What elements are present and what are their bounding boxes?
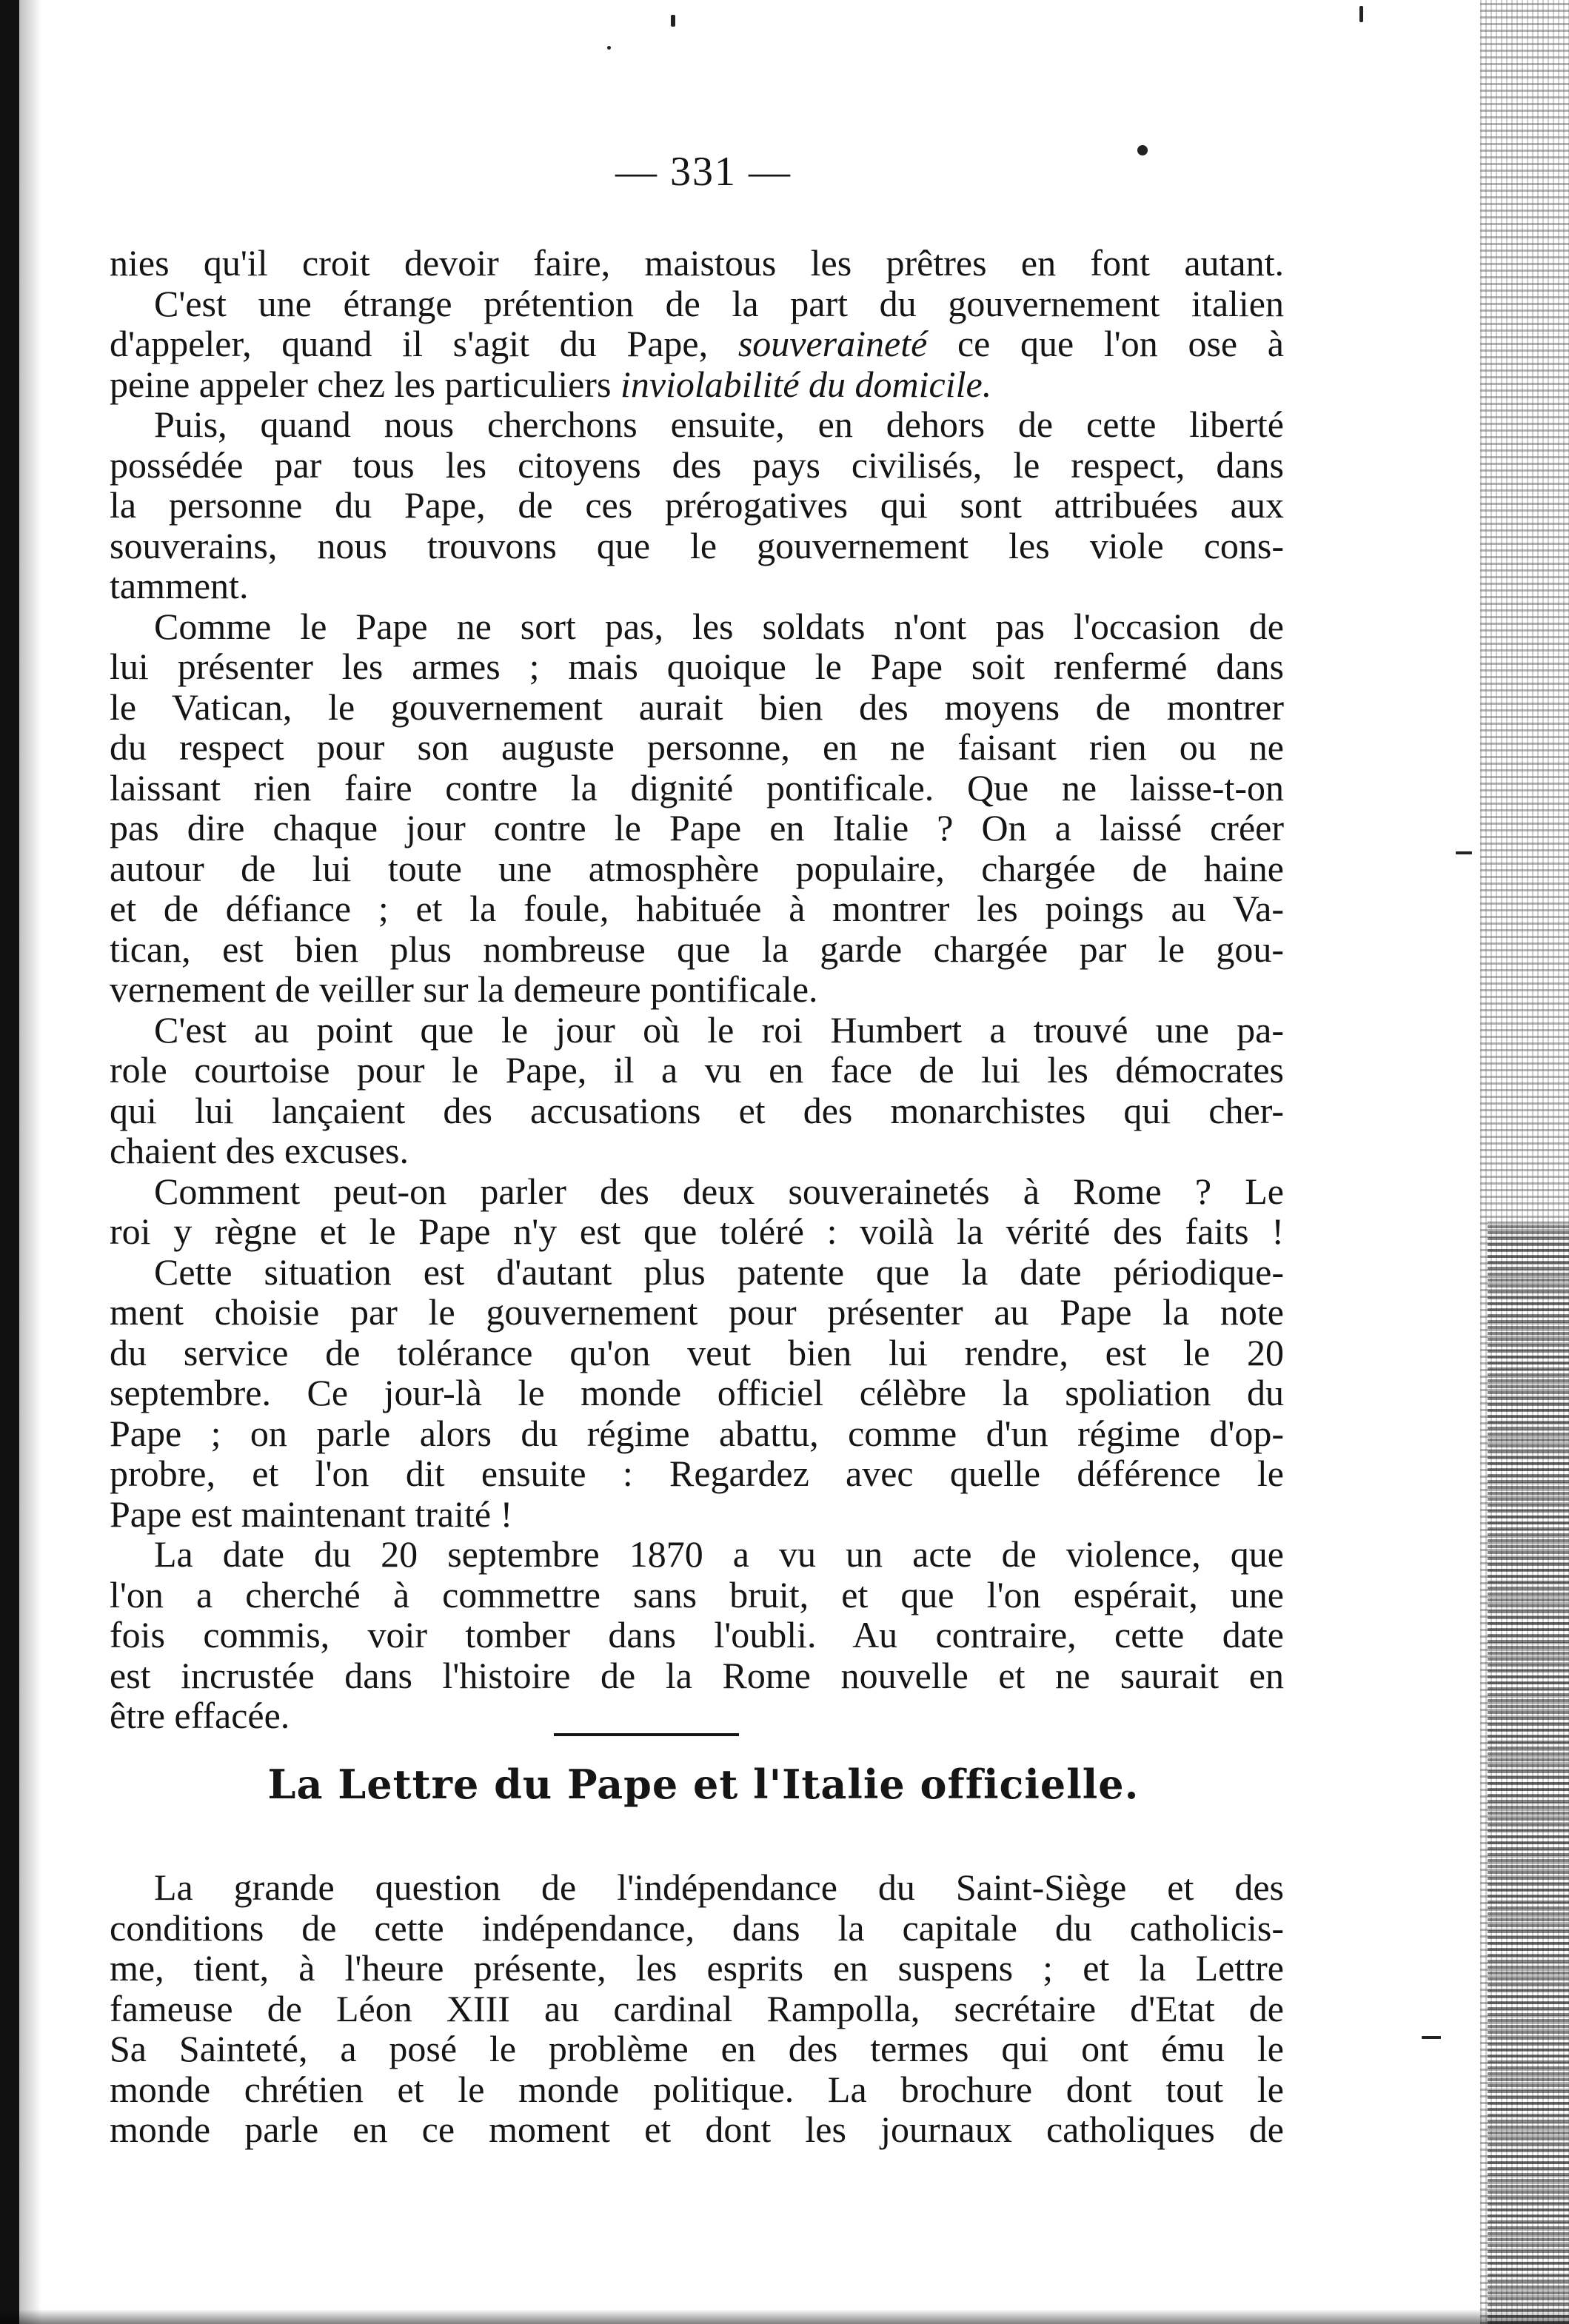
text-line: est incrustée dans l'histoire de la Rome nouvelle et ne saurait en [110,1654,1284,1696]
text-line: C'est au point que le jour où le roi Humbert a trouvé une pa- [154,1008,1284,1051]
text-line: possédée par tous les citoyens des pays civilisés, le respect, dans [110,443,1284,486]
italic-term: souveraineté [737,323,928,364]
text-line: du respect pour son auguste personne, en ne faisant rien ou ne [110,726,1284,768]
text-line: nies qu'il croit devoir faire, maistous les prêtres en font autant. [110,242,1284,284]
text-line: Comment peut-on parler des deux souverainetés à Rome ? Le [154,1170,1284,1212]
text-line: roi y règne et le Pape n'y est que toléré : voilà la vérité des faits ! [110,1210,1284,1252]
text-line: conditions de cette indépendance, dans la capitale du catholicis- [110,1906,1284,1949]
text-line: qui lui lançaient des accusations et des monarchistes qui cher- [110,1089,1284,1131]
italic-term: inviolabilité du domicile. [620,363,992,405]
ink-speck [607,46,611,50]
text-line: le Vatican, le gouvernement aurait bien des moyens de montrer [110,686,1284,728]
text-line: l'on a cherché à commettre sans bruit, et que l'on espérait, une [110,1573,1284,1615]
text-line: la personne du Pape, de ces prérogatives qui sont attribuées aux [110,484,1284,526]
text-line [110,324,1284,364]
text-line: Pape ; on parle alors du régime abattu, comme d'un régime d'op- [110,1412,1284,1454]
text-line: du service de tolérance qu'on veut bien lui rendre, est le 20 [110,1331,1284,1373]
text-line: chaient des excuses. [110,1130,409,1171]
scan-edge-bottom [0,2309,1569,2324]
text-line: Puis, quand nous cherchons ensuite, en dehors de cette liberté [154,403,1284,445]
text-line [110,364,1284,405]
text-line: souverains, nous trouvons que le gouvernement les viole cons- [110,524,1284,566]
scan-edge-right-dark [1488,1222,1569,2324]
text-line: Sa Sainteté, a posé le problème en des termes qui ont ému le [110,2028,1284,2069]
text-line: fameuse de Léon XIII au cardinal Rampolla, secrétaire d'Etat de [110,1987,1284,2029]
text-line: ment choisie par le gouvernement pour présenter au Pape la note [110,1291,1284,1333]
text-line: C'est une étrange prétention de la part du gouvernement italien [154,282,1284,324]
text-line: role courtoise pour le Pape, il a vu en face de lui les démocrates [110,1049,1284,1091]
text-line: tamment. [110,565,249,606]
text-line: Cette situation est d'autant plus patente que la date périodique- [154,1250,1284,1293]
text-line: laissant rien faire contre la dignité pontificale. Que ne laisse-t-on [110,766,1284,808]
ink-speck [1456,851,1472,854]
text-line: me, tient, à l'heure présente, les esprits en suspens ; et la Lettre [110,1947,1284,1989]
text-line: être effacée. [110,1695,290,1736]
text-fragment: peine appeler chez les particuliers [110,363,620,405]
text-fragment: d'appeler, quand il s'agit du Pape, [110,323,738,364]
text-line: monde chrétien et le monde politique. La brochure dont tout le [110,2068,1284,2110]
ink-speck [671,15,675,27]
text-line: lui présenter les armes ; mais quoique le Pape soit renfermé dans [110,646,1284,687]
text-line: vernement de veiller sur la demeure pontificale. [110,968,818,1010]
text-line: Pape est maintenant traité ! [110,1493,513,1535]
page-number: — 331 — [615,149,792,195]
text-line: tican, est bien plus nombreuse que la garde chargée par le gou- [110,928,1284,970]
text-line: autour de lui toute une atmosphère populaire, chargée de haine [110,847,1284,889]
text-line: Comme le Pape ne sort pas, les soldats n'ont pas l'occasion de [154,605,1284,647]
text-line: monde parle en ce moment et dont les journaux catholiques de [110,2109,1284,2150]
text-line: septembre. Ce jour-là le monde officiel célèbre la spoliation du [110,1372,1284,1413]
text-line: probre, et l'on dit ensuite : Regardez avec quelle déférence le [110,1453,1284,1494]
scan-edge-left [0,0,19,2324]
body-text [110,243,1284,1736]
ink-speck [1422,2036,1441,2039]
text-line: fois commis, voir tomber dans l'oubli. Au contraire, cette date [110,1614,1284,1655]
section-text [110,1867,1284,2150]
text-line: La grande question de l'indépendance du Saint-Siège et des [154,1866,1284,1908]
text-line: et de défiance ; et la foule, habituée à montrer les poings au Va- [110,888,1284,929]
text-line: La date du 20 septembre 1870 a vu un acte de violence, que [154,1533,1284,1575]
section-heading: La Lettre du Pape et l'Italie officielle. [267,1761,1140,1808]
section-divider [554,1733,739,1736]
ink-speck [1359,6,1363,22]
text-line: pas dire chaque jour contre le Pape en Italie ? On a laissé créer [110,807,1284,848]
text-fragment: ce que l'on ose à [927,323,1284,364]
